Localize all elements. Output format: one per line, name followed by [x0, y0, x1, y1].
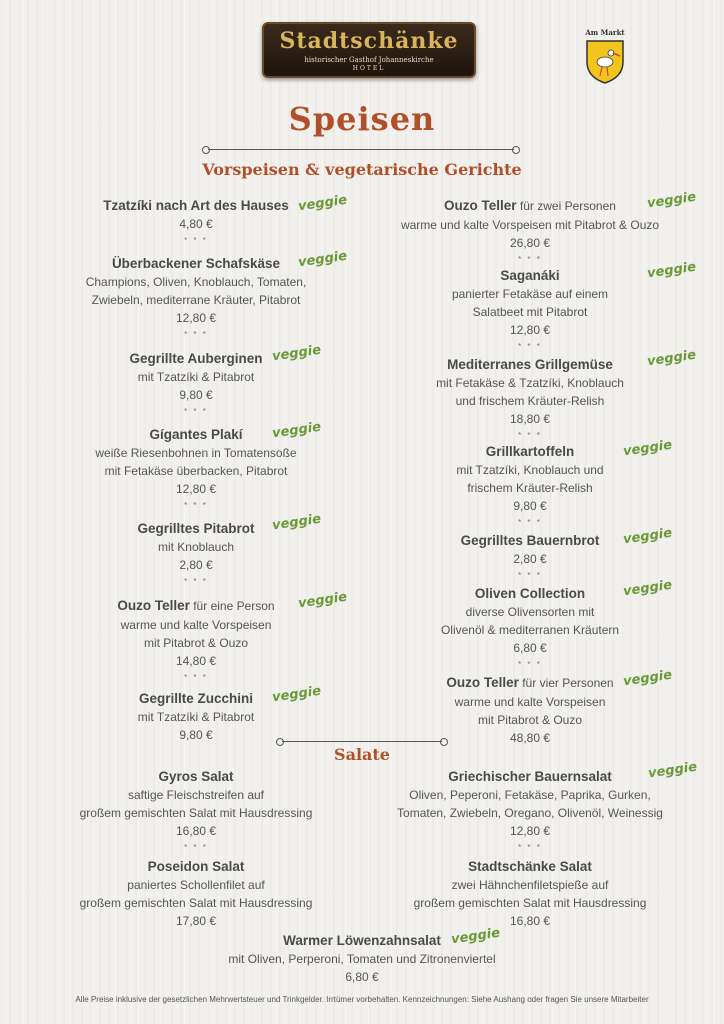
item-separator: * * *	[518, 518, 542, 527]
item-separator: * * *	[184, 407, 208, 416]
veggie-badge-icon: veggie	[622, 437, 673, 460]
stork-crest-icon	[584, 38, 626, 84]
item-separator: * * *	[518, 431, 542, 440]
menu-item-name	[392, 355, 668, 374]
veggie-badge-icon: veggie	[622, 525, 673, 548]
menu-item	[46, 767, 346, 856]
menu-item-name	[60, 254, 332, 273]
veggie-badge-icon: veggie	[271, 511, 322, 534]
menu-item-description: paniertes Schollenfilet auf	[127, 878, 265, 892]
menu-item	[392, 857, 668, 930]
menu-item-description: Champions, Oliven, Knoblauch, Tomaten,	[85, 275, 307, 289]
menu-item-price: 16,80 €	[175, 824, 217, 838]
stadtschaenke-logo	[262, 22, 476, 78]
item-separator: * * *	[184, 236, 208, 245]
footer-note: Alle Preise inklusive der gesetzlichen Mehrwertsteuer und Trinkgelder. Irrtümer vorbehalten. Kennzeichnungen: Siehe Aushang oder fragen Sie unsere Mitarbeiter	[75, 995, 649, 1004]
menu-item-name	[60, 596, 332, 616]
menu-item-price: 9,80 €	[179, 728, 213, 742]
menu-item-title: Überbackener Schafskäse	[111, 256, 281, 271]
menu-item-title: Gígantes Plakí	[149, 427, 243, 442]
menu-item-name	[392, 767, 668, 786]
menu-item	[60, 596, 332, 686]
veggie-badge-icon: veggie	[646, 189, 697, 212]
menu-item-description: Tomaten, Zwiebeln, Oregano, Olivenöl, Weinessig	[397, 806, 663, 820]
menu-item-description: mit Pitabrot & Ouzo	[477, 713, 583, 727]
veggie-badge-icon: veggie	[646, 347, 697, 370]
menu-item-title: Ouzo Teller	[444, 198, 517, 213]
menu-item-description: panierter Fetakäse auf einem	[451, 287, 609, 301]
menu-item-title: Ouzo Teller	[446, 675, 519, 690]
menu-item-price: 12,80 €	[509, 824, 551, 838]
menu-item-price: 18,80 €	[509, 412, 551, 426]
veggie-badge-icon: veggie	[622, 667, 673, 690]
menu-item-description: warme und kalte Vorspeisen mit Pitabrot & Ouzo	[400, 218, 660, 232]
menu-item-title: Gegrilltes Pitabrot	[137, 521, 255, 536]
menu-item	[392, 355, 668, 444]
section-heading-salate: Salate	[334, 745, 390, 764]
menu-item-name	[392, 196, 668, 216]
menu-item-price: 6,80 €	[513, 641, 547, 655]
menu-item-description: diverse Olivensorten mit	[465, 605, 595, 619]
item-separator: * * *	[184, 673, 208, 682]
menu-item-title: Griechischer Bauernsalat	[448, 769, 612, 784]
menu-item-title: Ouzo Teller	[117, 598, 190, 613]
menu-item-name	[392, 857, 668, 876]
menu-item-description: weiße Riesenbohnen in Tomatensoße	[95, 446, 297, 460]
logo-title: Stadtschänke	[279, 28, 459, 54]
menu-item-title: Grillkartoffeln	[485, 444, 575, 459]
menu-item-description: Salatbeet mit Pitabrot	[472, 305, 588, 319]
logo-subtitle: historischer Gasthof Johanneskirche	[304, 56, 434, 64]
veggie-badge-icon: veggie	[646, 259, 697, 282]
menu-item-title: Tzatzíki nach Art des Hauses	[103, 198, 289, 213]
veggie-badge-icon: veggie	[297, 248, 348, 271]
menu-item-price: 14,80 €	[175, 654, 217, 668]
menu-item-name	[60, 196, 332, 215]
menu-item-title: Oliven Collection	[474, 586, 586, 601]
menu-item-title: Gegrilltes Bauernbrot	[460, 533, 600, 548]
menu-item-price: 48,80 €	[509, 731, 551, 745]
menu-item-price: 9,80 €	[179, 388, 213, 402]
menu-item	[392, 266, 668, 355]
menu-item-price: 12,80 €	[175, 482, 217, 496]
menu-item-title: Warmer Löwenzahnsalat	[283, 933, 441, 948]
menu-item-description: großem gemischten Salat mit Hausdressing	[79, 806, 313, 820]
menu-item-name	[392, 266, 668, 285]
menu-item	[46, 857, 346, 930]
menu-item-title: Saganáki	[500, 268, 560, 283]
menu-item	[392, 767, 668, 856]
menu-item-description: saftige Fleischstreifen auf	[127, 788, 265, 802]
menu-item-description: großem gemischten Salat mit Hausdressing	[79, 896, 313, 910]
menu-item-title: Gegrillte Zucchini	[138, 691, 254, 706]
menu-item-title: Gegrillte Auberginen	[129, 351, 263, 366]
menu-item-description: warme und kalte Vorspeisen	[454, 695, 606, 709]
menu-item-price: 16,80 €	[509, 914, 551, 928]
section-heading-vorspeisen: Vorspeisen & vegetarische Gerichte	[202, 160, 522, 179]
menu-item-description: Olivenöl & mediterranen Kräutern	[440, 623, 620, 637]
menu-item-title: Mediterranes Grillgemüse	[447, 357, 613, 372]
menu-item-description: zwei Hähnchenfiletspieße auf	[451, 878, 609, 892]
menu-item-title: Poseidon Salat	[147, 859, 245, 874]
item-separator: * * *	[518, 255, 542, 264]
veggie-badge-icon: veggie	[647, 759, 698, 782]
veggie-badge-icon: veggie	[622, 577, 673, 600]
menu-item-description: frischem Kräuter-Relish	[467, 481, 593, 495]
menu-item-description: mit Fetakäse überbacken, Pitabrot	[104, 464, 288, 478]
salate-divider	[282, 741, 442, 742]
veggie-badge-icon: veggie	[297, 192, 348, 215]
veggie-badge-icon: veggie	[271, 683, 322, 706]
item-separator: * * *	[518, 660, 542, 669]
menu-item-description: mit Tzatzíki, Knoblauch und	[456, 463, 604, 477]
item-separator: * * *	[518, 342, 542, 351]
menu-item-price: 9,80 €	[513, 499, 547, 513]
menu-item-description: und frischem Kräuter-Relish	[455, 394, 605, 408]
menu-item	[60, 196, 332, 249]
menu-item	[60, 254, 332, 343]
menu-item-description: mit Tzatzíki & Pitabrot	[137, 710, 255, 724]
menu-item-title: Gyros Salat	[158, 769, 234, 784]
menu-item-price: 17,80 €	[175, 914, 217, 928]
menu-item-name	[46, 857, 346, 876]
menu-item-description: mit Fetakäse & Tzatzíki, Knoblauch	[436, 376, 624, 390]
menu-item-price: 6,80 €	[345, 970, 379, 984]
veggie-badge-icon: veggie	[297, 589, 348, 612]
menu-item-subtitle: für eine Person	[189, 599, 275, 613]
menu-item-description: warme und kalte Vorspeisen	[120, 618, 272, 632]
veggie-badge-icon: veggie	[450, 925, 501, 948]
menu-item-price: 26,80 €	[509, 236, 551, 250]
logo-hotel: HOTEL	[352, 65, 386, 72]
menu-item-price: 12,80 €	[175, 311, 217, 325]
menu-item-price: 2,80 €	[179, 558, 213, 572]
menu-item-description: mit Pitabrot & Ouzo	[143, 636, 249, 650]
item-separator: * * *	[518, 843, 542, 852]
menu-item-subtitle: für zwei Personen	[516, 199, 616, 213]
item-separator: * * *	[184, 330, 208, 339]
item-separator: * * *	[518, 571, 542, 580]
menu-item-title: Stadtschänke Salat	[468, 859, 592, 874]
page-title: Speisen	[288, 100, 436, 138]
title-divider	[208, 149, 514, 150]
menu-item-description: großem gemischten Salat mit Hausdressing	[413, 896, 647, 910]
crest-label: Am Markt	[585, 28, 625, 37]
item-separator: * * *	[184, 843, 208, 852]
menu-item-price: 12,80 €	[509, 323, 551, 337]
menu-item-subtitle: für vier Personen	[518, 676, 614, 690]
veggie-badge-icon: veggie	[271, 419, 322, 442]
item-separator: * * *	[184, 577, 208, 586]
menu-item-description: mit Knoblauch	[157, 540, 235, 554]
item-separator: * * *	[184, 501, 208, 510]
menu-item-description: Oliven, Peperoni, Fetakäse, Paprika, Gurken,	[409, 788, 651, 802]
menu-item-price: 2,80 €	[513, 552, 547, 566]
menu-item-description: mit Oliven, Perperoni, Tomaten und Zitronenviertel	[228, 952, 496, 966]
menu-item-description: Zwiebeln, mediterrane Kräuter, Pitabrot	[91, 293, 301, 307]
menu-item	[392, 196, 668, 268]
veggie-badge-icon: veggie	[271, 342, 322, 365]
menu-item-name	[46, 767, 346, 786]
menu-item-description: mit Tzatzíki & Pitabrot	[137, 370, 255, 384]
menu-item-price: 4,80 €	[179, 217, 213, 231]
